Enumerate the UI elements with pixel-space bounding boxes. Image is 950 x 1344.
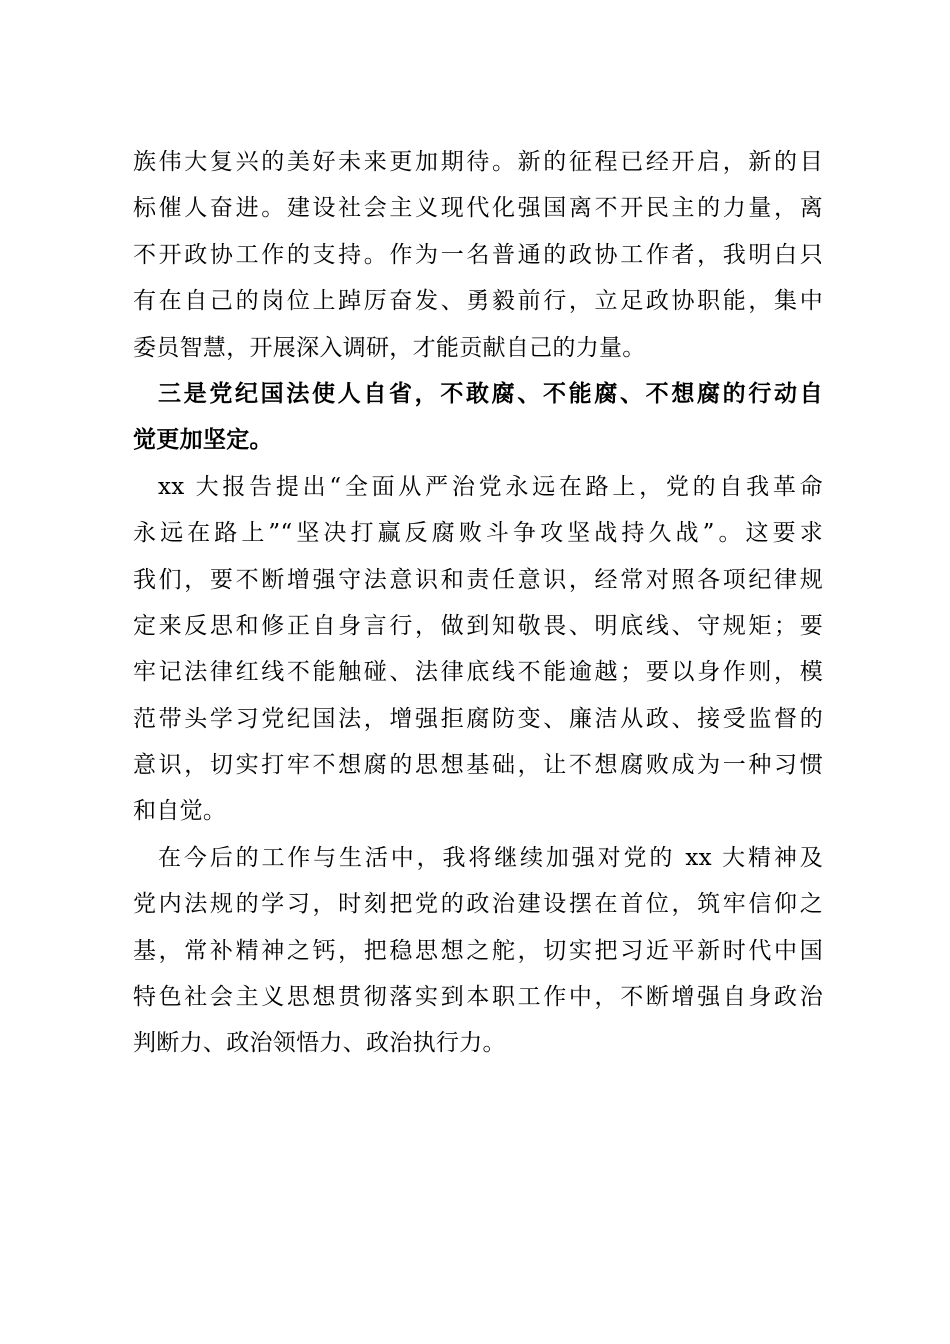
text-line: 牢记法律红线不能触碰、法律底线不能逾越；要以身作则，模 [133, 659, 823, 686]
text-line: 意识，切实打牢不想腐的思想基础，让不想腐败成为一种习惯 [133, 752, 823, 779]
text-line: 特色社会主义思想贯彻落实到本职工作中，不断增强自身政治 [133, 984, 823, 1011]
text-line: 和自觉。 [133, 798, 227, 825]
paragraph-continuation [133, 139, 823, 371]
text-line: 基，常补精神之钙，把稳思想之舵，切实把习近平新时代中国 [133, 937, 823, 964]
text-line: xx 大报告提出“全面从严治党永远在路上，党的自我革命 [158, 473, 823, 500]
text-line: 我们，要不断增强守法意识和责任意识，经常对照各项纪律规 [133, 566, 823, 593]
heading-line: 觉更加坚定。 [133, 426, 273, 454]
document-body [133, 139, 823, 1067]
text-line: 标催人奋进。建设社会主义现代化强国离不开民主的力量，离 [133, 195, 823, 222]
text-line: 不开政协工作的支持。作为一名普通的政协工作者，我明白只 [133, 241, 823, 268]
text-line: 族伟大复兴的美好未来更加期待。新的征程已经开启，新的目 [133, 149, 823, 175]
text-line: 判断力、政治领悟力、政治执行力。 [133, 1030, 506, 1057]
section-heading [133, 371, 823, 464]
text-line: 有在自己的岗位上踔厉奋发、勇毅前行，立足政协职能，集中 [133, 288, 823, 315]
text-line: 党内法规的学习，时刻把党的政治建设摆在首位，筑牢信仰之 [133, 891, 823, 918]
heading-line: 三是党纪国法使人自省，不敢腐、不能腐、不想腐的行动自 [158, 379, 823, 407]
paragraph-body [133, 835, 823, 1067]
text-line: 永远在路上”“坚决打赢反腐败斗争攻坚战持久战”。这要求 [133, 520, 823, 547]
paragraph-body [133, 464, 823, 835]
text-line: 定来反思和修正自身言行，做到知敬畏、明底线、守规矩；要 [133, 612, 823, 639]
text-line: 在今后的工作与生活中，我将继续加强对党的 xx 大精神及 [158, 844, 823, 871]
text-line: 范带头学习党纪国法，增强拒腐防变、廉洁从政、接受监督的 [133, 705, 823, 732]
text-line: 委员智慧，开展深入调研，才能贡献自己的力量。 [133, 334, 646, 361]
